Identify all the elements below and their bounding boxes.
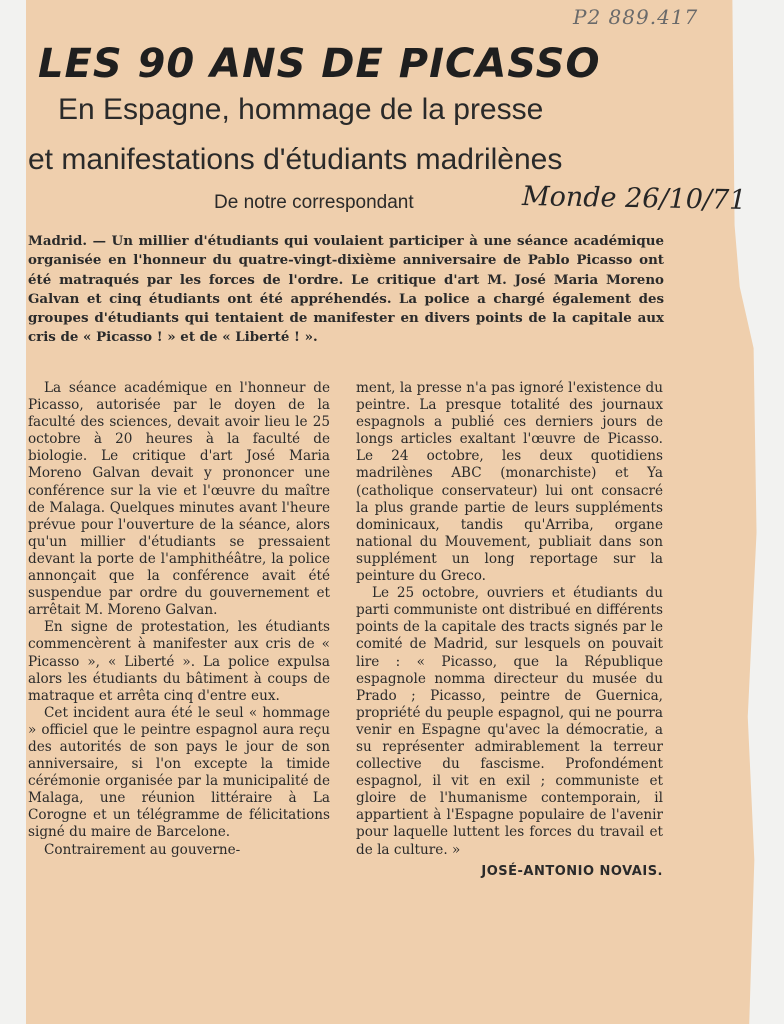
body-paragraph: La séance académique en l'honneur de Picasso, autorisée par le doyen de la faculté des sciences, devait avoir lieu le 25 octobre à 20 heures à la faculté de biologie. Le critique d'art José Maria Moreno Galvan devait y prononcer une conférence sur la vie et l'œuvre du maître de Malaga. Quelques minutes avant l'heure prévue pour l'ouverture de la séance, alors qu'un millier d'étudiants se pressaient devant la porte de l'amphithéâtre, la police annonçait que la conférence avait été suspendue par ordre du gouvernement et arrêtait M. Moreno Galvan. [28,380,330,619]
body-paragraph: ment, la presse n'a pas ignoré l'existence du peintre. La presque totalité des journaux espagnols a publié ces derniers jours de longs articles exaltant l'œuvre de Picasso. Le 24 octobre, les deux quotidiens madrilènes ABC (monarchiste) et Ya (catholique conservateur) lui ont consacré la plus grande partie de leurs suppléments dominicaux, tandis qu'Arriba, organe national du Mouvement, publiait dans son supplément un long reportage sur la peinture du Greco. [356,380,663,585]
right-column [356,380,663,880]
archive-reference-note: P2 889.417 [573,5,699,29]
source-date-note: Monde 26/10/71 [521,181,747,216]
left-column [28,380,330,859]
subtitle-line-2: et manifestations d'étudiants madrilènes [28,143,563,176]
byline: De notre correspondant [214,192,414,213]
author-signature: JOSÉ-ANTONIO NOVAIS. [481,863,663,879]
body-paragraph: Contrairement au gouverne- [44,841,241,858]
lead-paragraph: Madrid. — Un millier d'étudiants qui voulaient participer à une séance académique organisée en l'honneur du quatre-vingt-dixième anniversaire de Pablo Picasso ont été matraqués par les forces de l'ordre. Le critique d'art M. José Maria Moreno Galvan et cinq étudiants ont été appréhendés. La police a chargé également des groupes d'étudiants qui tentaient de manifester en divers points de la capitale aux cris de « Picasso ! » et de « Liberté ! ». [28,233,664,346]
subtitle-line-1: En Espagne, hommage de la presse [58,93,544,126]
body-paragraph: Cet incident aura été le seul « hommage » officiel que le peintre espagnol aura reçu des autorités de son pays le jour de son anniversaire, si l'on excepte la timide cérémonie organisée par la municipalité de Malaga, une réunion littéraire à La Corogne et un télégramme de félicitations signé du maire de Barcelone. [28,704,330,841]
body-paragraph: Le 25 octobre, ouvriers et étudiants du parti communiste ont distribué en différents points de la capitale des tracts signés par le comité de Madrid, sur lesquels on pouvait lire : « Picasso, que la République espagnole nomma directeur du musée du Prado ; Picasso, peintre de Guernica, propriété du peuple espagnol, qui ne pourra venir en Espagne qu'avec la démocratie, a su représenter admirablement la terreur collective du fascisme. Profondément espagnol, il vit en exil ; communiste et gloire de l'humanisme contemporain, il appartient à l'Espagne populaire de l'avenir pour laquelle luttent les forces du travail et de la culture. » [356,585,663,858]
body-paragraph: En signe de protestation, les étudiants commencèrent à manifester aux cris de « Picasso », « Liberté ». La police expulsa alors les étudiants du bâtiment à coups de matraque et arrêta cinq d'entre eux. [28,619,330,704]
headline: LES 90 ANS DE PICASSO [38,41,601,87]
